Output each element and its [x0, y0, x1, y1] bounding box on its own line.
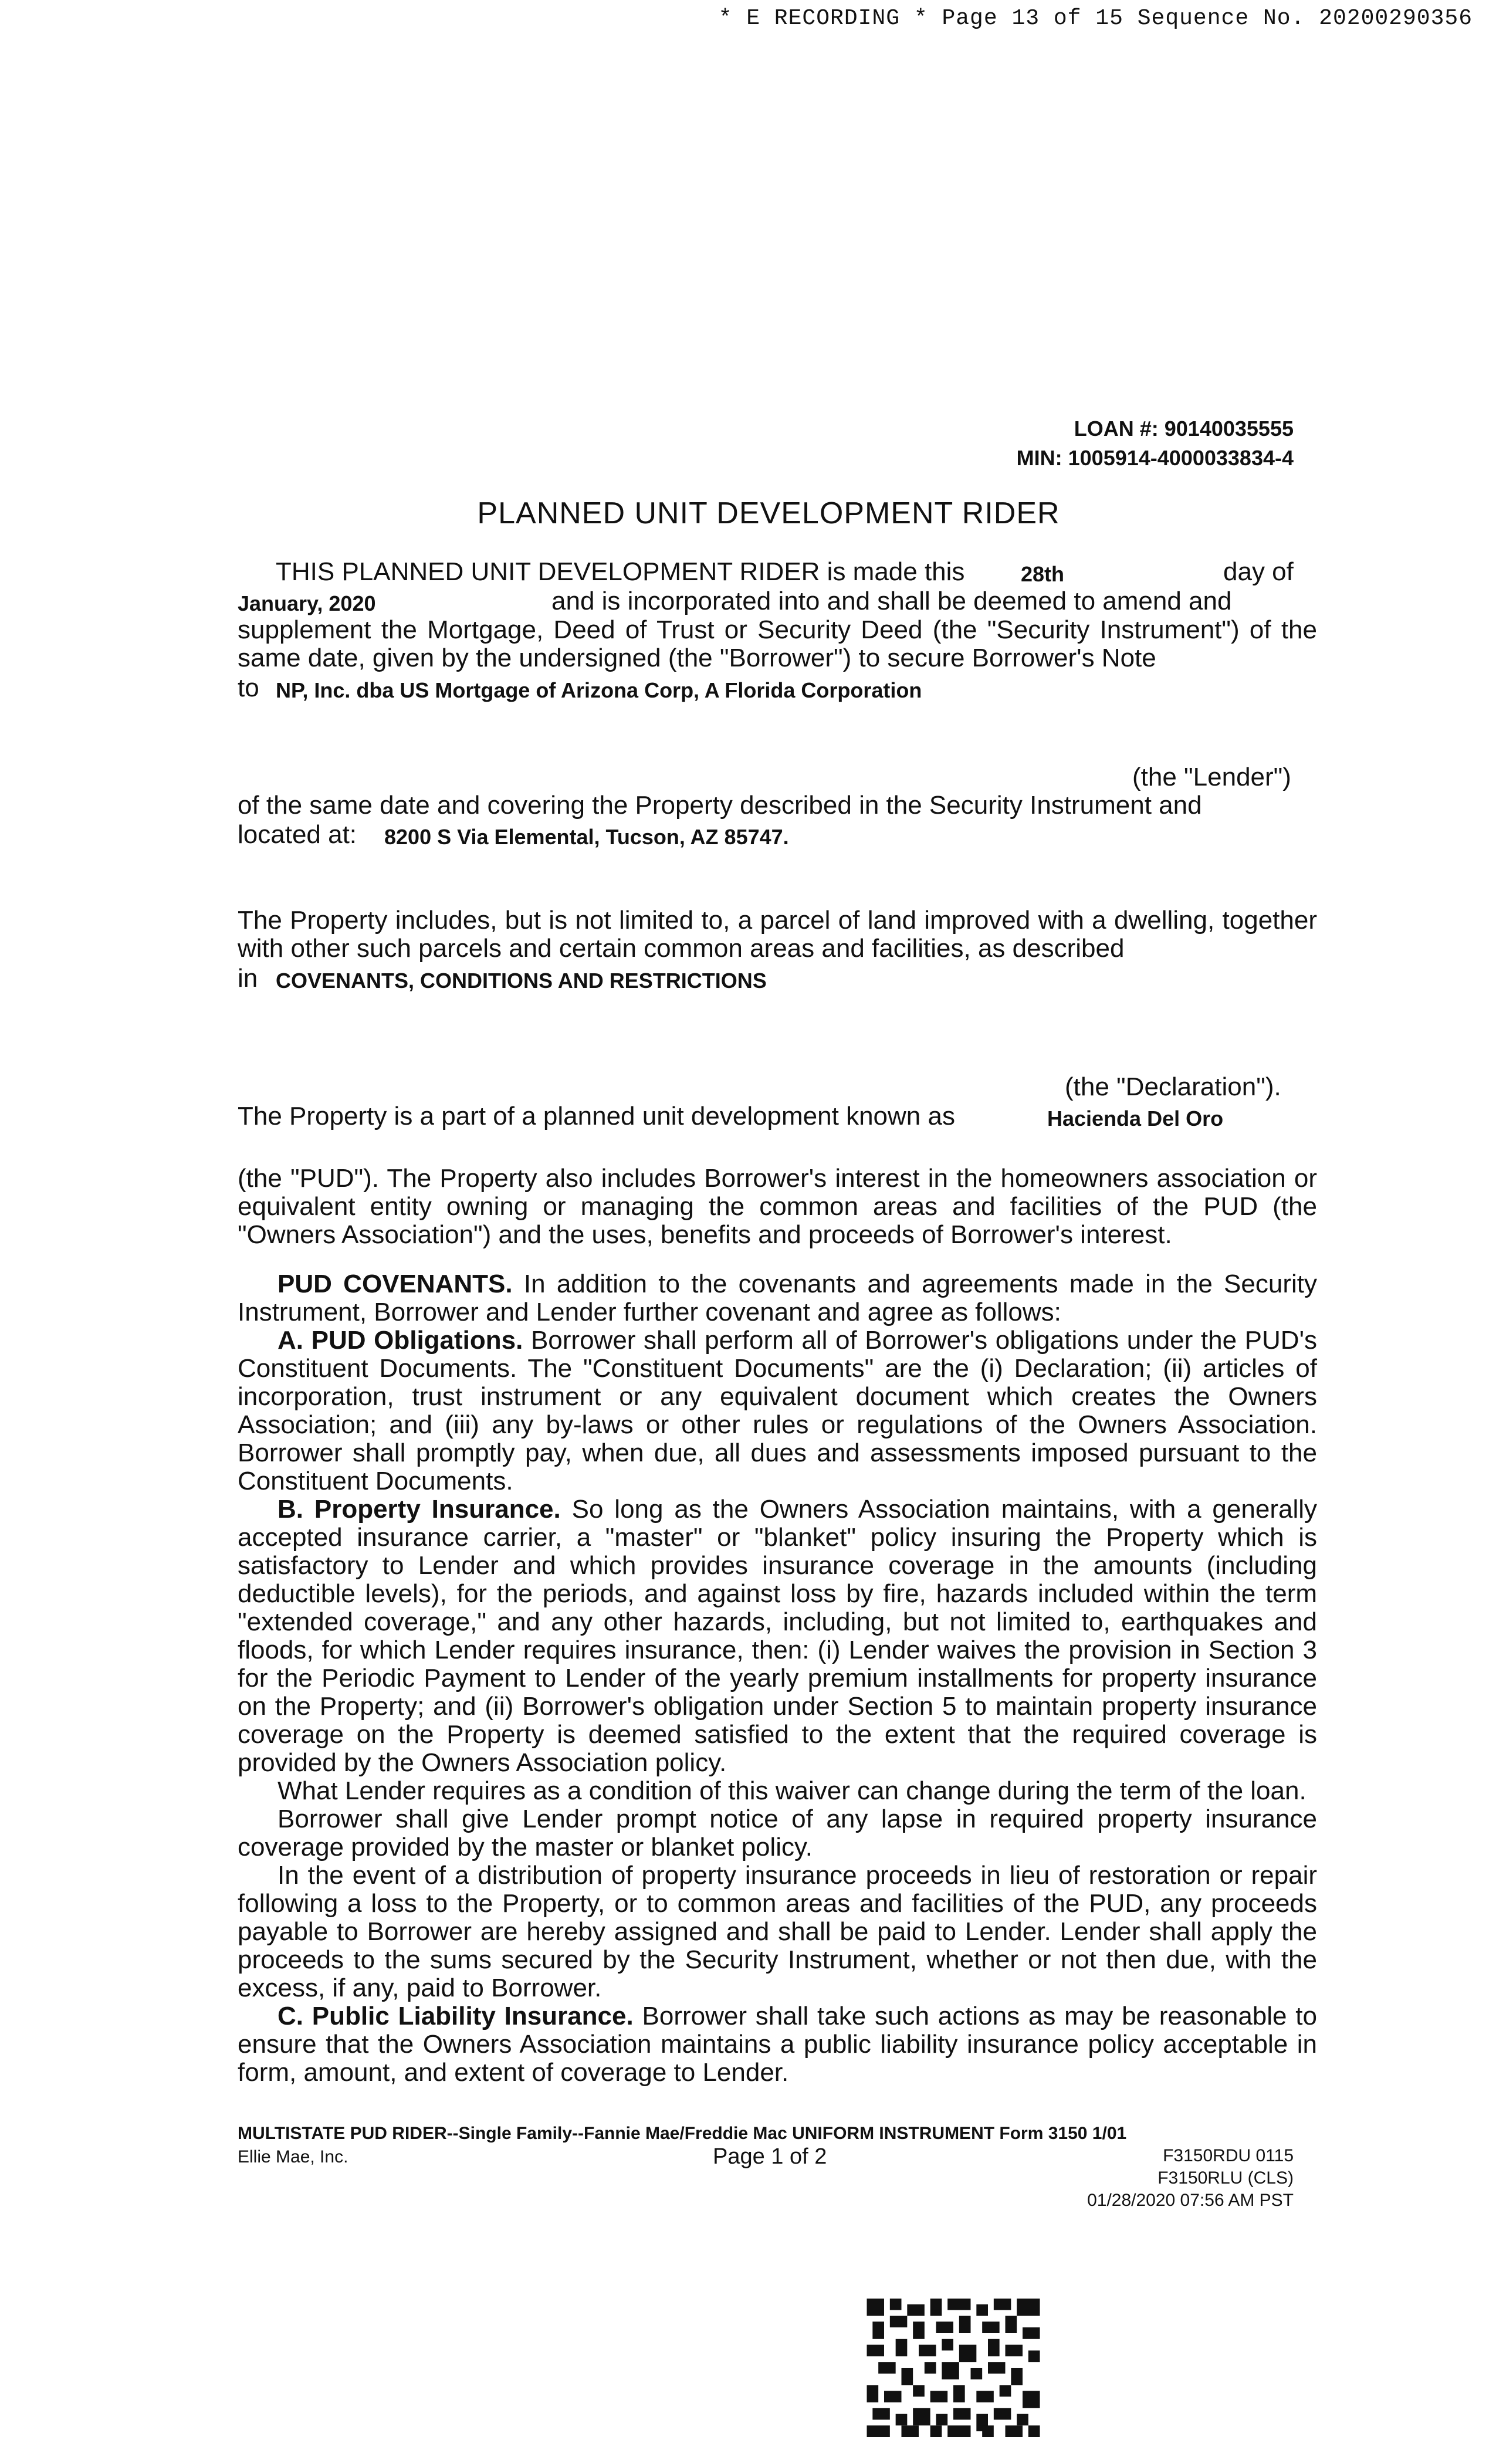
- intro-day-of: day of: [1223, 557, 1294, 586]
- footer-code2: F3150RLU (CLS): [1157, 2168, 1294, 2188]
- covenant-b-heading: B. Property Insurance.: [277, 1495, 561, 1524]
- intro-cont3: of the same date and covering the Property described in the Security Instrument and: [238, 791, 1202, 820]
- document-title: PLANNED UNIT DEVELOPMENT RIDER: [477, 496, 1060, 530]
- the-lender: (the "Lender"): [1132, 763, 1291, 791]
- covenant-b-distribution: In the event of a distribution of property insurance proceeds in lieu of restoration or repair following a loss to the Property, or to common areas and facilities of the PUD, any proceeds payable to Borrower are hereby assigned and shall be paid to Lender. Lender shall apply the proceeds to the sums secured by the Security Instrument, whether or not then due, with the excess, if any, paid to Borrower.: [238, 1861, 1317, 2002]
- form-line: MULTISTATE PUD RIDER--Single Family--Fannie Mae/Freddie Mac UNIFORM INSTRUMENT Form 3150 1/01: [238, 2124, 1127, 2143]
- intro-cont1: and is incorporated into and shall be deemed to amend and: [551, 587, 1232, 615]
- the-declaration: (the "Declaration").: [1065, 1072, 1281, 1101]
- pud-known-as: The Property is a part of a planned unit development known as: [238, 1102, 955, 1131]
- covenants-heading: PUD COVENANTS.: [277, 1270, 513, 1298]
- covenant-c: [238, 2002, 1317, 2087]
- recording-header: * E RECORDING * Page 13 of 15 Sequence No. 20200290356: [718, 6, 1473, 31]
- intro-month-year: January, 2020: [238, 591, 376, 615]
- property-address: 8200 S Via Elemental, Tucson, AZ 85747.: [384, 825, 789, 849]
- property-description: The Property includes, but is not limited to, a parcel of land improved with a dwelling, together with other such parcels and certain common areas and facilities, as described: [238, 906, 1317, 963]
- covenant-b-waiver: What Lender requires as a condition of this waiver can change during the term of the loan.: [277, 1776, 1307, 1805]
- covenant-b: [238, 1495, 1317, 1777]
- barcode-icon: [865, 2299, 1041, 2437]
- intro-cont2: supplement the Mortgage, Deed of Trust or Security Deed (the "Security Instrument") of the same date, given by the undersigned (the "Borrower") to secure Borrower's Note: [238, 615, 1317, 672]
- loan-number: LOAN #: 90140035555: [1074, 417, 1294, 441]
- property-in: in: [238, 964, 258, 993]
- covenants-intro: [238, 1270, 1317, 1326]
- footer-page: Page 1 of 2: [713, 2144, 827, 2169]
- intro-lead: THIS PLANNED UNIT DEVELOPMENT RIDER is made this: [276, 557, 965, 586]
- min-number: MIN: 1005914-4000033834-4: [1016, 446, 1294, 470]
- footer-company: Ellie Mae, Inc.: [238, 2147, 348, 2167]
- covenant-c-heading: C. Public Liability Insurance.: [277, 2002, 634, 2030]
- footer-code1: F3150RDU 0115: [1163, 2146, 1294, 2165]
- intro-day: 28th: [1021, 562, 1065, 586]
- covenant-b-text: So long as the Owners Association maintains, with a generally accepted insurance carrier, a "master" or "blanket" policy insuring the Property which is satisfactory to Lender and which provides insurance coverage in the amounts (including deductible levels), for the periods, and against loss by fire, hazards included within the term "extended coverage," and any other hazards, including, but not limited to, earthquakes and floods, for which Lender requires insurance, then: (i) Lender waives the provision in Section 3 for the Periodic Payment to Lender of the yearly premium installments for property insurance on the Property; and (ii) Borrower's obligation under Section 5 to maintain property insurance coverage on the Property is deemed satisfied to the extent that the required coverage is provided by the Owners Association policy.: [238, 1495, 1317, 1777]
- lender-name: NP, Inc. dba US Mortgage of Arizona Corp, A Florida Corporation: [276, 678, 922, 702]
- covenant-a-text: Borrower shall perform all of Borrower's obligations under the PUD's Constituent Documents. The "Constituent Documents" are the (i) Declaration; (ii) articles of incorporation, trust instrument or any equivalent document which creates the Owners Association; and (iii) any by-laws or other rules or regulations of the Owners Association. Borrower shall promptly pay, when due, all dues and assessments imposed pursuant to the Constituent Documents.: [238, 1326, 1317, 1495]
- located-label: located at:: [238, 820, 357, 849]
- pud-name: Hacienda Del Oro: [1047, 1106, 1224, 1131]
- covenant-a: [238, 1326, 1317, 1495]
- covenant-c-text: Borrower shall take such actions as may be reasonable to ensure that the Owners Association maintains a public liability insurance policy acceptable in form, amount, and extent of coverage to Lender.: [238, 2002, 1317, 2087]
- pud-rest: (the "PUD"). The Property also includes Borrower's interest in the homeowners association or equivalent entity owning or managing the common areas and facilities of the PUD (the "Owners Association") and the uses, benefits and proceeds of Borrower's interest.: [238, 1164, 1317, 1249]
- covenant-b-notice: Borrower shall give Lender prompt notice of any lapse in required property insurance coverage provided by the master or blanket policy.: [238, 1805, 1317, 1861]
- covenant-a-heading: A. PUD Obligations.: [277, 1326, 523, 1355]
- covenants-intro-text: In addition to the covenants and agreements made in the Security Instrument, Borrower and Lender further covenant and agree as follows:: [238, 1270, 1317, 1326]
- intro-to-label: to: [238, 673, 259, 702]
- footer-timestamp: 01/28/2020 07:56 AM PST: [1087, 2191, 1294, 2210]
- declaration-document: COVENANTS, CONDITIONS AND RESTRICTIONS: [276, 969, 767, 993]
